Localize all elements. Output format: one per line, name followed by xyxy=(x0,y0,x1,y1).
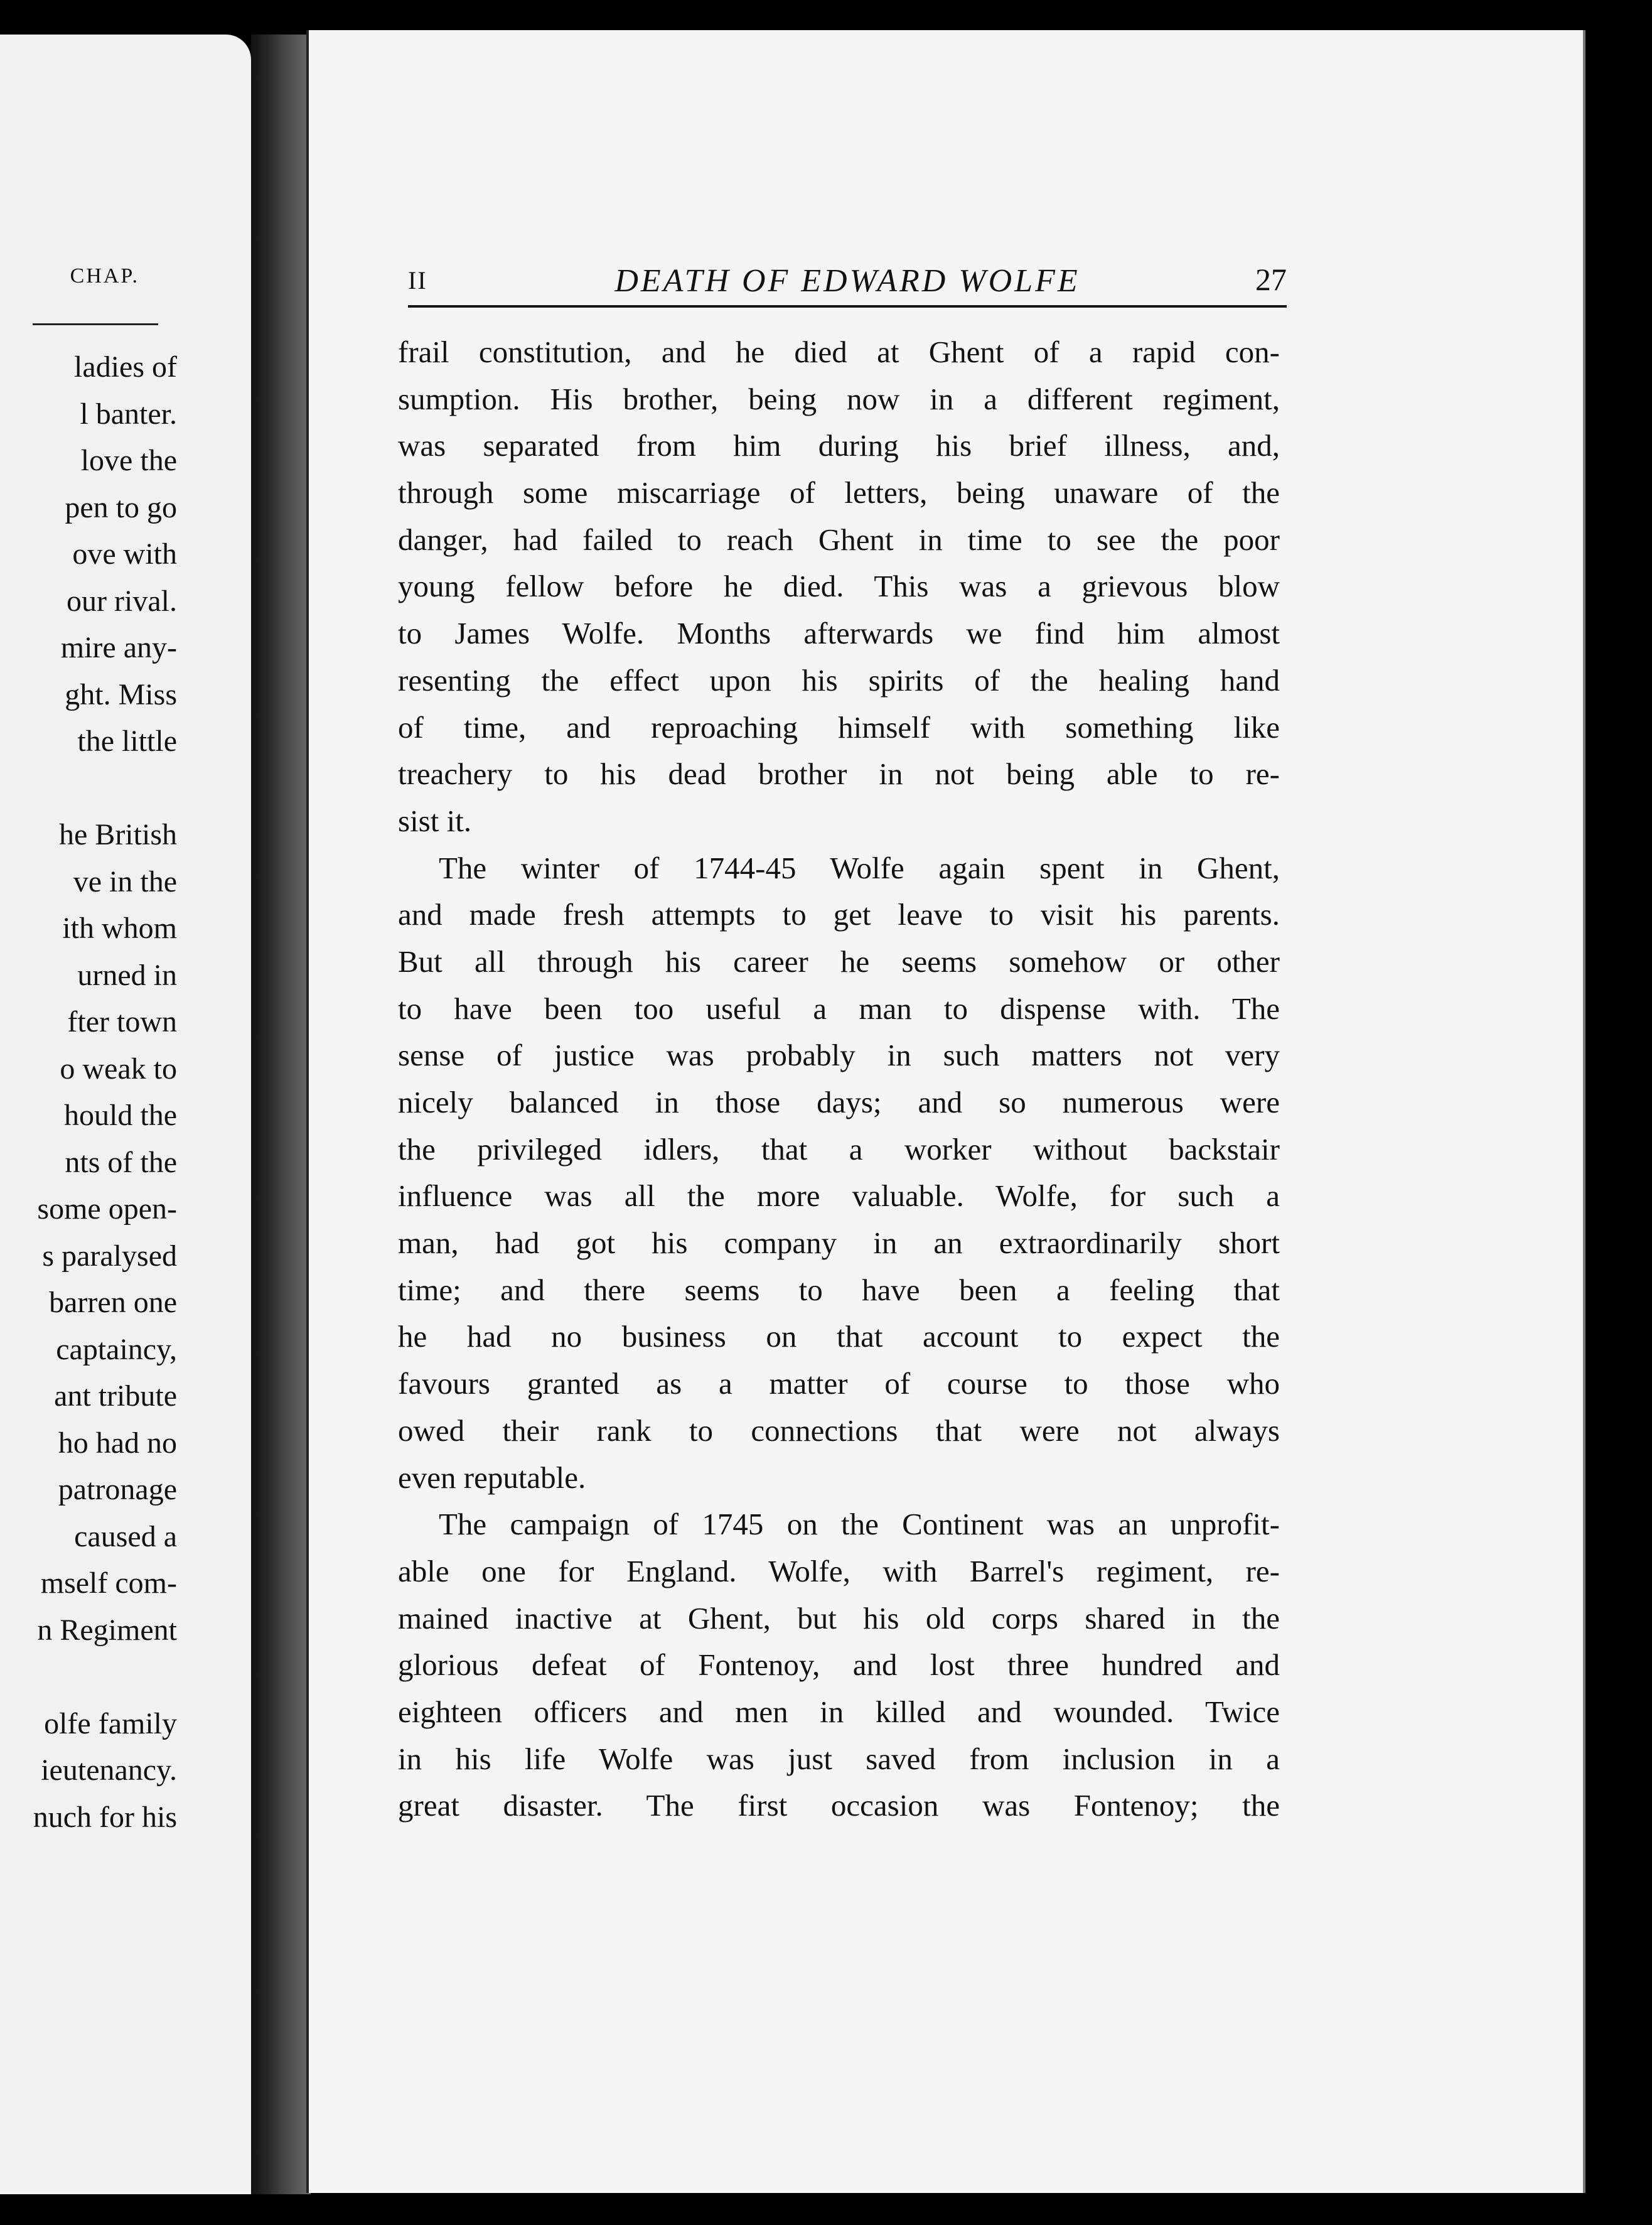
text-line: glorious defeat of Fontenoy, and lost three hundred and xyxy=(398,1647,1280,1683)
left-text-line: mself com- xyxy=(40,1566,177,1600)
left-text-line: captaincy, xyxy=(56,1332,177,1366)
text-line: even reputable. xyxy=(398,1460,586,1495)
left-text-line: ieutenancy. xyxy=(41,1754,177,1787)
text-line: through some miscarriage of letters, being unaware of the xyxy=(398,475,1280,510)
text-line: in his life Wolfe was just saved from inclusion in a xyxy=(398,1741,1280,1776)
left-text-line: our rival. xyxy=(67,584,177,618)
text-line: nicely balanced in those days; and so numerous were xyxy=(398,1085,1280,1119)
text-line: owed their rank to connections that were not always xyxy=(398,1413,1280,1448)
text-line: and made fresh attempts to get leave to visit his parents. xyxy=(398,897,1280,932)
left-text-line: l banter. xyxy=(80,397,177,431)
left-text-line: he British xyxy=(59,818,177,851)
left-text-line: o weak to xyxy=(60,1052,177,1086)
left-text-line: nuch for his xyxy=(33,1800,177,1834)
left-header-rule xyxy=(33,323,158,325)
running-header xyxy=(408,231,1287,299)
text-line: eighteen officers and men in killed and wounded. Twice xyxy=(398,1694,1280,1729)
text-line: sumption. His brother, being now in a different regiment, xyxy=(398,381,1280,416)
left-text-line: hould the xyxy=(64,1099,177,1132)
left-text-line: ve in the xyxy=(73,865,177,898)
left-text-line: urned in xyxy=(77,958,177,992)
text-line: favours granted as a matter of course to those who xyxy=(398,1366,1280,1401)
body-text xyxy=(398,329,1280,1829)
book-gutter xyxy=(251,35,311,2194)
text-line: The campaign of 1745 on the Continent was an unprofit- xyxy=(439,1507,1280,1542)
text-line: sist it. xyxy=(398,803,472,838)
left-page-header: CHAP. xyxy=(70,264,139,288)
left-facing-page xyxy=(0,35,251,2194)
left-text-line: ith whom xyxy=(62,912,177,945)
left-text-line: s paralysed xyxy=(42,1239,177,1273)
right-page xyxy=(306,30,1585,2193)
left-text-line: ght. Miss xyxy=(65,677,177,711)
text-line: able one for England. Wolfe, with Barrel's regiment, re- xyxy=(398,1553,1280,1588)
left-text-line: the little xyxy=(77,725,177,758)
left-text-line: pen to go xyxy=(65,490,177,524)
text-line: But all through his career he seems somehow or other xyxy=(398,944,1280,979)
left-text-line: love the xyxy=(80,444,177,477)
left-page-text xyxy=(0,344,177,1841)
text-line: sense of justice was probably in such matters not very xyxy=(398,1038,1280,1073)
text-line: The winter of 1744-45 Wolfe again spent in Ghent, xyxy=(439,850,1280,885)
left-text-line: caused a xyxy=(74,1519,177,1553)
left-text-line: ho had no xyxy=(58,1426,177,1460)
text-line: to James Wolfe. Months afterwards we find him almost xyxy=(398,616,1280,651)
text-line: resenting the effect upon his spirits of the healing hand xyxy=(398,662,1280,698)
text-line: great disaster. The first occasion was Fontenoy; the xyxy=(398,1788,1280,1823)
left-text-line: ove with xyxy=(72,537,177,571)
text-line: influence was all the more valuable. Wolfe, for such a xyxy=(398,1178,1280,1214)
text-line: danger, had failed to reach Ghent in time to see the poor xyxy=(398,522,1280,557)
text-line: of time, and reproaching himself with something like xyxy=(398,709,1280,745)
text-line: the privileged idlers, that a worker without backstair xyxy=(398,1131,1280,1166)
running-title: DEATH OF EDWARD WOLFE xyxy=(614,263,1080,299)
page-number: 27 xyxy=(1255,262,1287,297)
text-line: man, had got his company in an extraordinarily short xyxy=(398,1226,1280,1261)
text-line: frail constitution, and he died at Ghent of a rapid con- xyxy=(398,335,1280,369)
text-line: he had no business on that account to expect the xyxy=(398,1319,1280,1354)
left-text-line: patronage xyxy=(58,1473,177,1506)
left-text-line: mire any- xyxy=(60,631,177,664)
text-line: was separated from him during his brief illness, and, xyxy=(398,428,1280,463)
header-rule xyxy=(408,305,1287,308)
left-text-line: some open- xyxy=(37,1192,177,1226)
left-text-line: nts of the xyxy=(65,1145,177,1179)
text-line: to have been too useful a man to dispense with. The xyxy=(398,991,1280,1026)
left-text-line: fter town xyxy=(67,1005,177,1038)
left-text-line: olfe family xyxy=(44,1706,177,1740)
left-text-line: n Regiment xyxy=(37,1613,177,1647)
text-line: treachery to his dead brother in not being able to re- xyxy=(398,757,1280,792)
text-line: young fellow before he died. This was a grievous blow xyxy=(398,569,1280,604)
text-line: time; and there seems to have been a feeling that xyxy=(398,1272,1280,1307)
left-text-line xyxy=(0,765,177,812)
left-text-line: barren one xyxy=(49,1286,177,1319)
left-text-line xyxy=(0,1654,177,1701)
left-text-line: ant tribute xyxy=(54,1379,177,1413)
chapter-number: II xyxy=(408,266,427,294)
text-line: mained inactive at Ghent, but his old corps shared in the xyxy=(398,1600,1280,1635)
left-text-line: ladies of xyxy=(74,350,177,384)
